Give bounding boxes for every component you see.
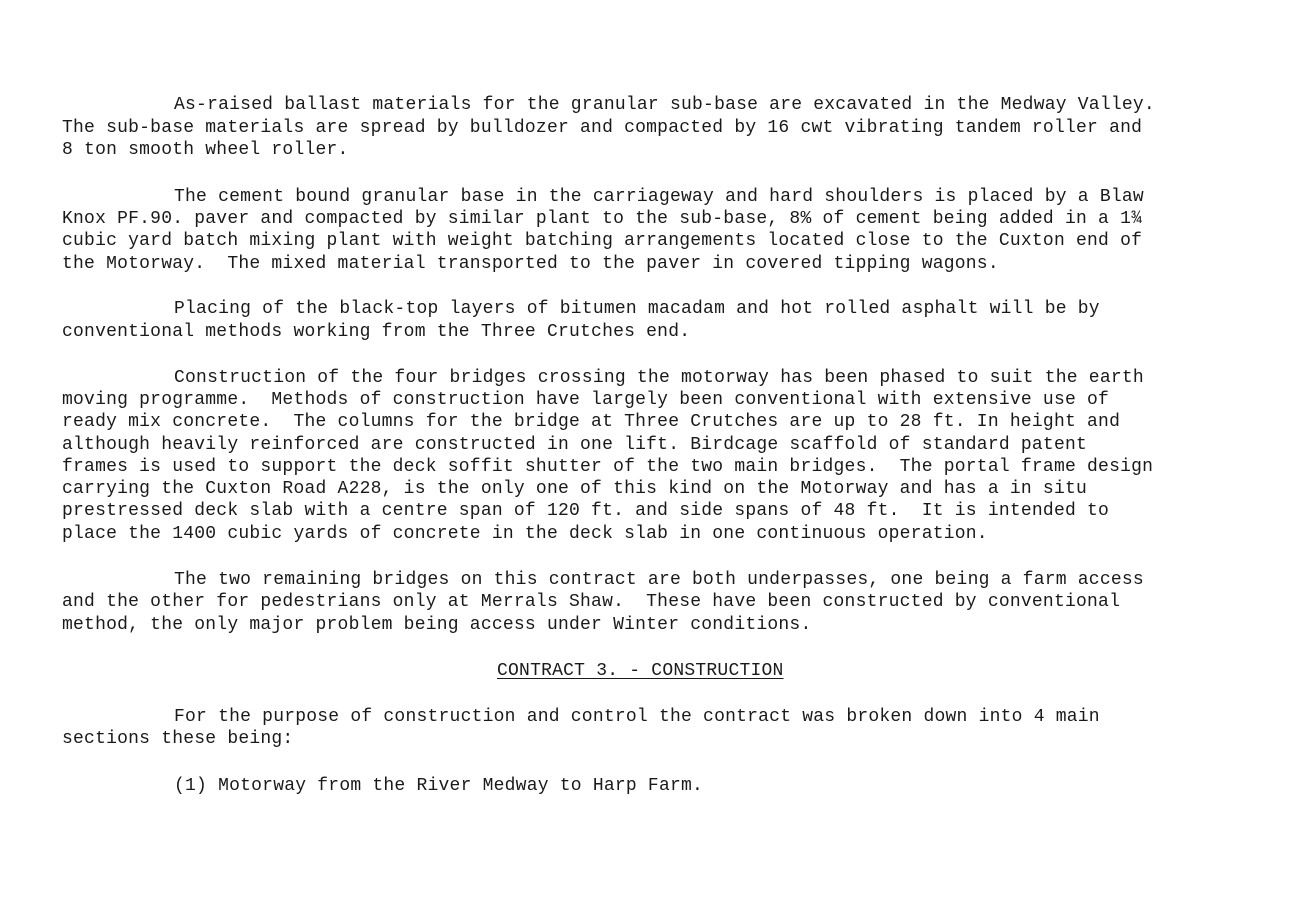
paragraph-4-line-2: moving programme. Methods of construction have largely been conventional with extensive use of <box>62 390 1110 410</box>
paragraph-1-line-3: 8 ton smooth wheel roller. <box>62 140 349 160</box>
paragraph-4-line-1: Construction of the four bridges crossing the motorway has been phased to suit the earth <box>174 368 1144 388</box>
paragraph-2-line-2: Knox PF.90. paver and compacted by similar plant to the sub-base, 8% of cement being added in a 1¾ <box>62 209 1143 229</box>
paragraph-4-line-8: place the 1400 cubic yards of concrete in the deck slab in one continuous operation. <box>62 524 988 544</box>
paragraph-5-line-2: and the other for pedestrians only at Merrals Shaw. These have been constructed by conventional <box>62 592 1121 612</box>
paragraph-5-line-1: The two remaining bridges on this contract are both underpasses, one being a farm access <box>174 570 1144 590</box>
paragraph-4-line-5: frames is used to support the deck soffit shutter of the two main bridges. The portal frame design <box>62 457 1154 477</box>
paragraph-4-line-4: although heavily reinforced are constructed in one lift. Birdcage scaffold of standard patent <box>62 435 1088 455</box>
paragraph-4-line-6: carrying the Cuxton Road A228, is the only one of this kind on the Motorway and has a in situ <box>62 479 1088 499</box>
paragraph-2-line-1: The cement bound granular base in the carriageway and hard shoulders is placed by a Blaw <box>174 187 1144 207</box>
paragraph-6-line-1: For the purpose of construction and control the contract was broken down into 4 main <box>174 707 1100 727</box>
paragraph-6-line-2: sections these being: <box>62 729 294 749</box>
paragraph-2-line-4: the Motorway. The mixed material transported to the paver in covered tipping wagons. <box>62 254 999 274</box>
section-heading: CONTRACT 3. - CONSTRUCTION <box>497 661 784 681</box>
paragraph-1-line-1: As-raised ballast materials for the granular sub-base are excavated in the Medway Valley. <box>174 95 1155 115</box>
paragraph-4-line-3: ready mix concrete. The columns for the bridge at Three Crutches are up to 28 ft. In height and <box>62 412 1121 432</box>
paragraph-1-line-2: The sub-base materials are spread by bulldozer and compacted by 16 cwt vibrating tandem roller and <box>62 118 1143 138</box>
paragraph-2-line-3: cubic yard batch mixing plant with weight batching arrangements located close to the Cuxton end of <box>62 231 1143 251</box>
paragraph-3-line-1: Placing of the black-top layers of bitumen macadam and hot rolled asphalt will be by <box>174 299 1100 319</box>
paragraph-3-line-2: conventional methods working from the Three Crutches end. <box>62 322 691 342</box>
paragraph-5-line-3: method, the only major problem being access under Winter conditions. <box>62 615 812 635</box>
list-item: (1) Motorway from the River Medway to Harp Farm. <box>174 776 704 796</box>
paragraph-4-line-7: prestressed deck slab with a centre span of 120 ft. and side spans of 48 ft. It is intended to <box>62 501 1110 521</box>
